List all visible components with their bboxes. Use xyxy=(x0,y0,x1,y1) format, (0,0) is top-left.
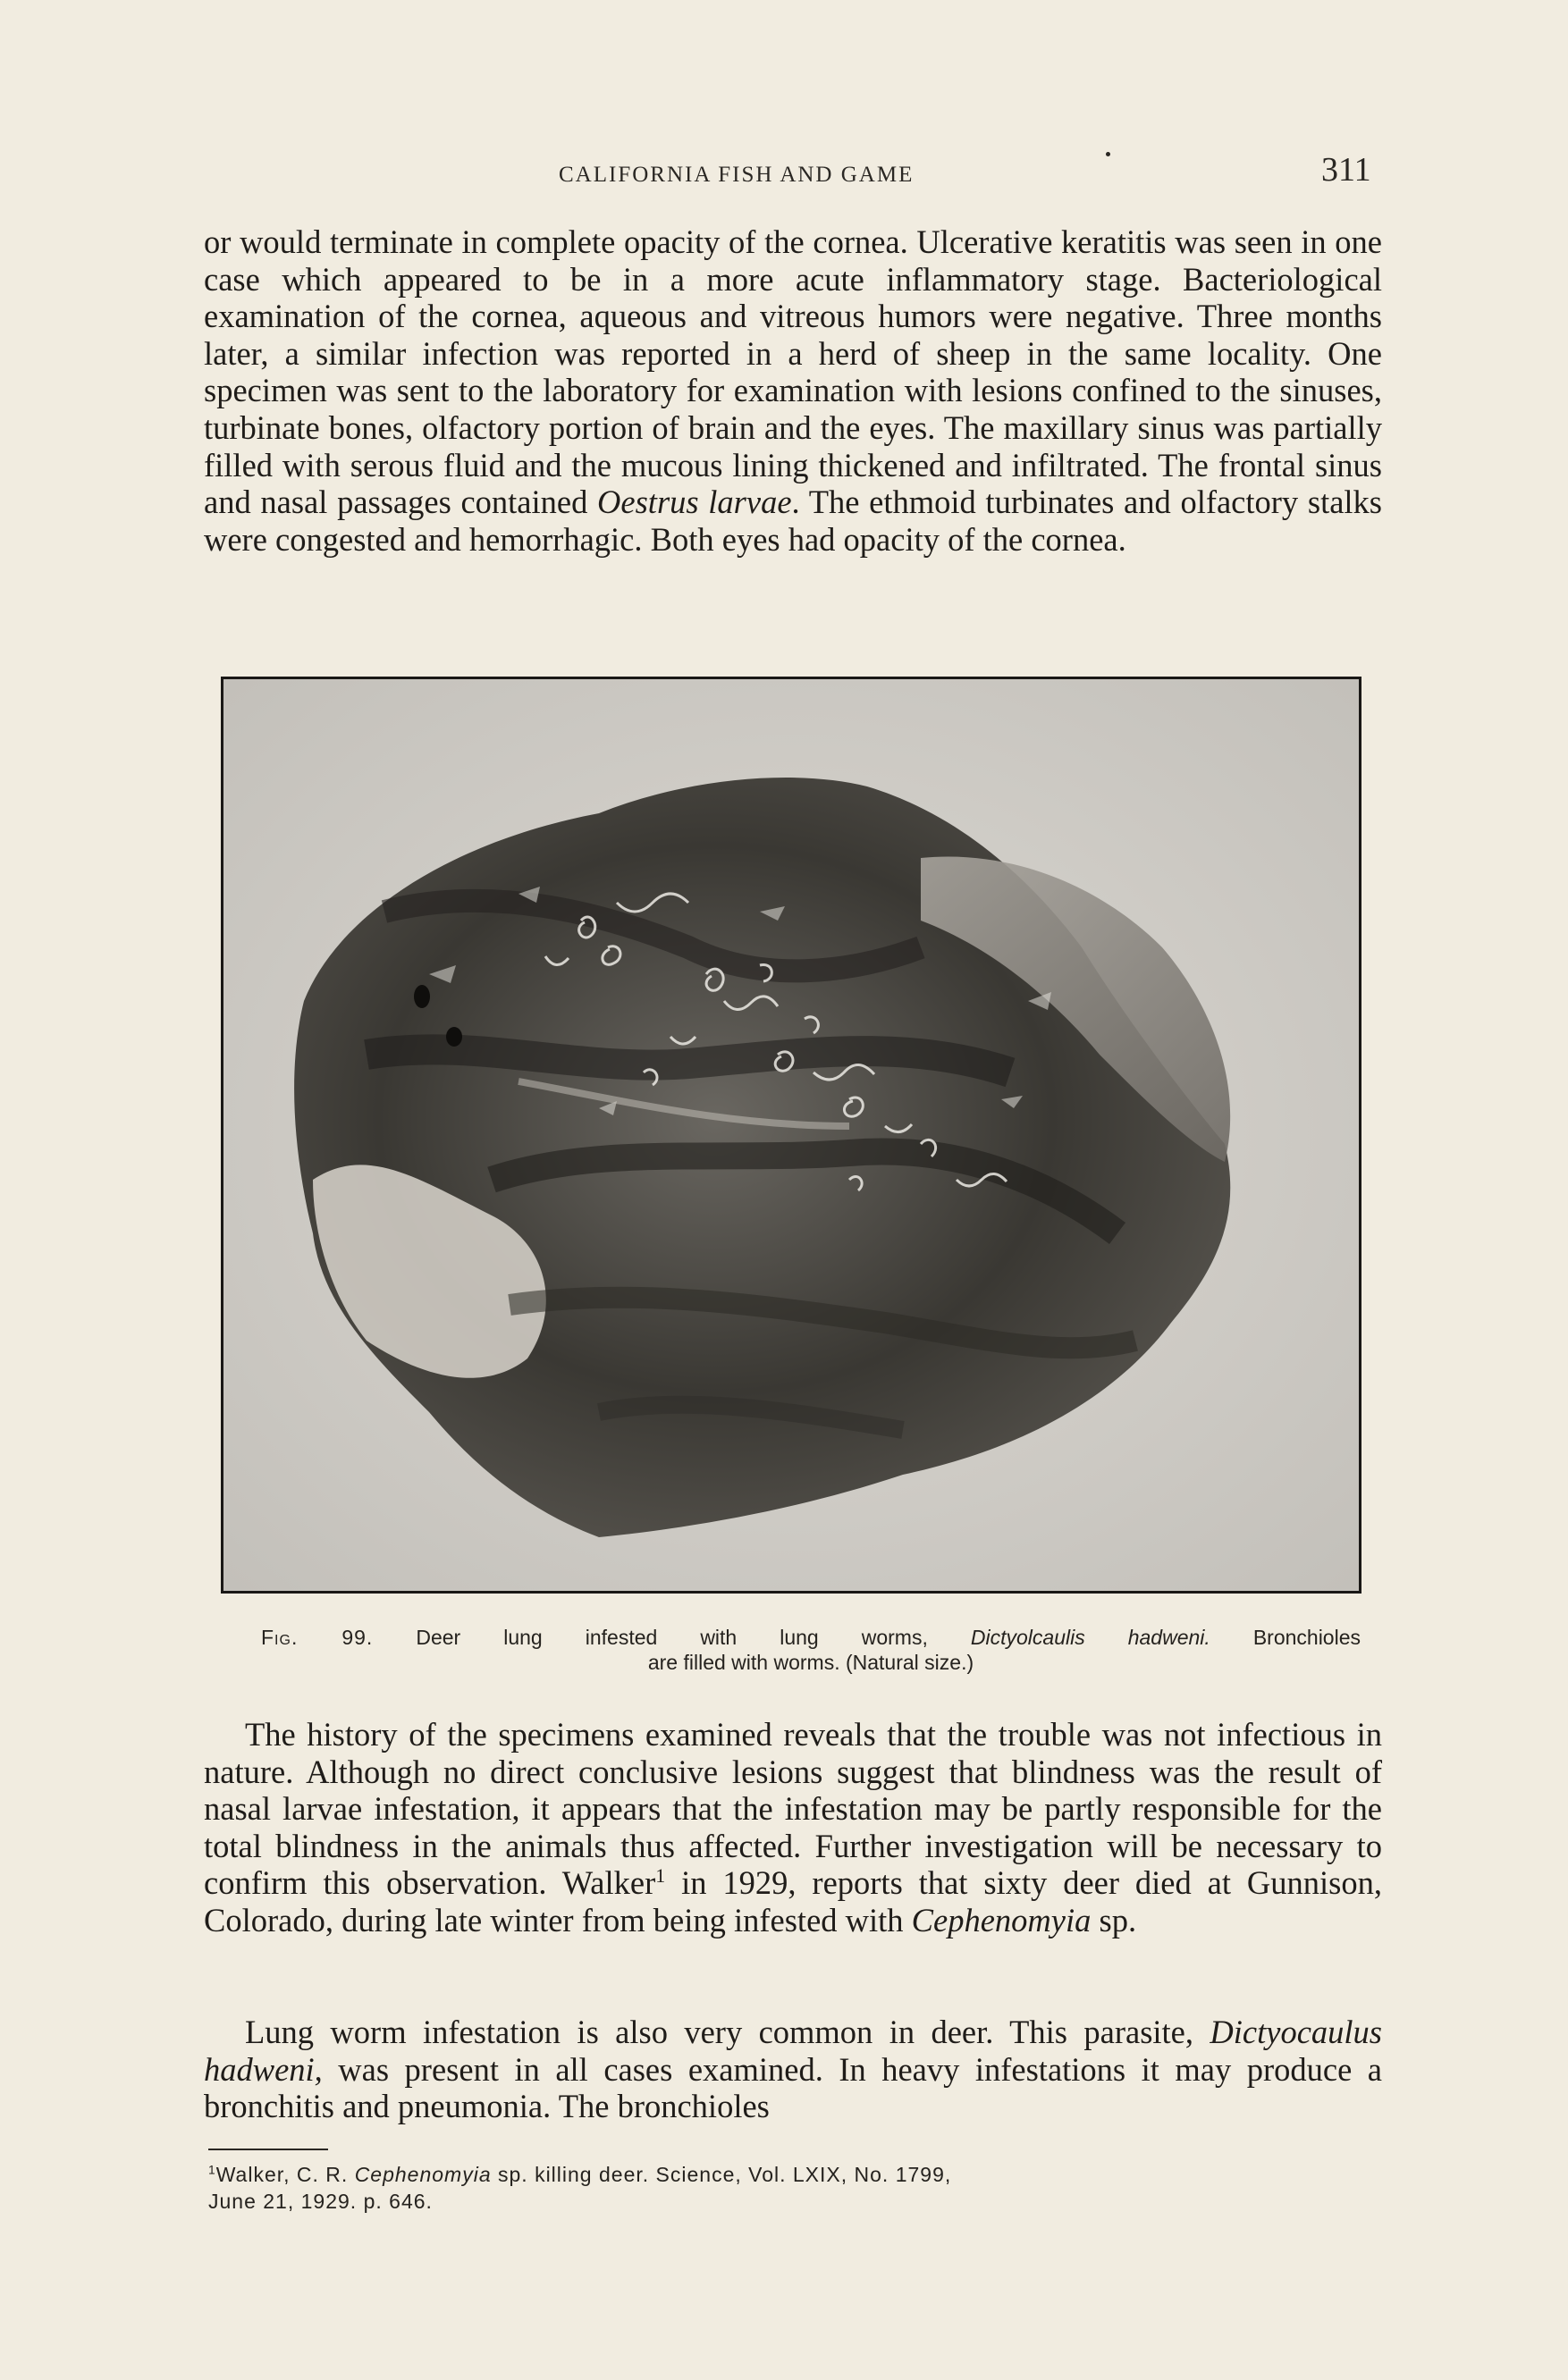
para2-text-a: The history of the specimens examined reveals that the trouble was not infectious in nature. Although no direct conclusive lesions suggest that blindness was the result of nasal larvae infestation, it appears that the infestation may be partly responsible for the total blindness in the animals thus affected. Further investigation will be necessary to confirm this observation. Walker xyxy=(204,1716,1382,1902)
para1-text: or would terminate in complete opacity of the cornea. Ulcerative keratitis was seen in one case which appeared to be in a more acute inflammatory stage. Bacteriological examination of the cornea, aqueous and vitreous humors were negative. Three months later, a similar infection was reported in a herd of sheep in the same locality. One specimen was sent to the laboratory for examination with lesions confined to the sinuses, turbinate bones, olfactory portion of brain and the eyes. The maxillary sinus was partially filled with serous fluid and the mucous lining thickened and infiltrated. The frontal sinus and nasal passages contained xyxy=(204,223,1382,521)
body-paragraph-2 xyxy=(204,1716,1382,1939)
page-header xyxy=(0,150,1568,204)
footnote-ref: 1 xyxy=(655,1864,666,1888)
para3-text-a: Lung worm infestation is also very common in deer. This parasite, xyxy=(245,2014,1210,2050)
running-head: CALIFORNIA FISH AND GAME xyxy=(559,163,915,187)
para3-italic: Dictyocaulus hadweni, xyxy=(204,2014,1382,2088)
para1-italic: Oestrus larvae xyxy=(597,484,792,521)
footnote-rule xyxy=(208,2149,328,2150)
figure-photograph xyxy=(221,677,1361,1594)
para2-italic: Cephenomyia xyxy=(911,1901,1092,1938)
footnote-rest: sp. killing deer. Science, Vol. LXIX, No. 1799, xyxy=(491,2163,952,2186)
figure-label: Fig. 99. xyxy=(261,1626,374,1649)
caption-italic: Dictyolcaulis hadweni. xyxy=(970,1626,1210,1649)
caption-line-1 xyxy=(261,1625,1361,1650)
para2-text-b: in 1929, reports that sixty deer died at Gunnison, Colorado, during late winter from being infested with xyxy=(204,1864,1382,1938)
page-number: 311 xyxy=(1321,151,1371,189)
caption-text-a: Deer lung infested with lung worms, xyxy=(416,1626,971,1649)
print-speck xyxy=(1106,152,1110,156)
footnote-title-italic: Cephenomyia xyxy=(354,2163,492,2186)
footnote-author: Walker, C. R. xyxy=(215,2163,349,2186)
figure-caption xyxy=(261,1625,1361,1675)
para3-end: was present in all cases examined. In heavy infestations it may produce a bronchitis and pneumonia. The bronchioles xyxy=(204,2050,1382,2125)
para2-end: sp. xyxy=(1091,1901,1137,1938)
footnote xyxy=(208,2161,1388,2215)
para1-end: . The ethmoid turbinates and olfactory stalks were congested and hemorrhagic. Both eyes had opacity of the cornea. xyxy=(204,484,1383,558)
caption-line-2: are filled with worms. (Natural size.) xyxy=(647,1651,974,1674)
footnote-marker: 1 xyxy=(208,2163,216,2177)
deer-lung-photo xyxy=(223,679,1359,1591)
footnote-line-1 xyxy=(208,2161,1388,2188)
caption-text-b: Bronchioles xyxy=(1210,1626,1361,1649)
body-paragraph-1 xyxy=(204,223,1382,558)
body-paragraph-3 xyxy=(204,2014,1382,2125)
footnote-line-2: June 21, 1929. p. 646. xyxy=(208,2190,433,2213)
